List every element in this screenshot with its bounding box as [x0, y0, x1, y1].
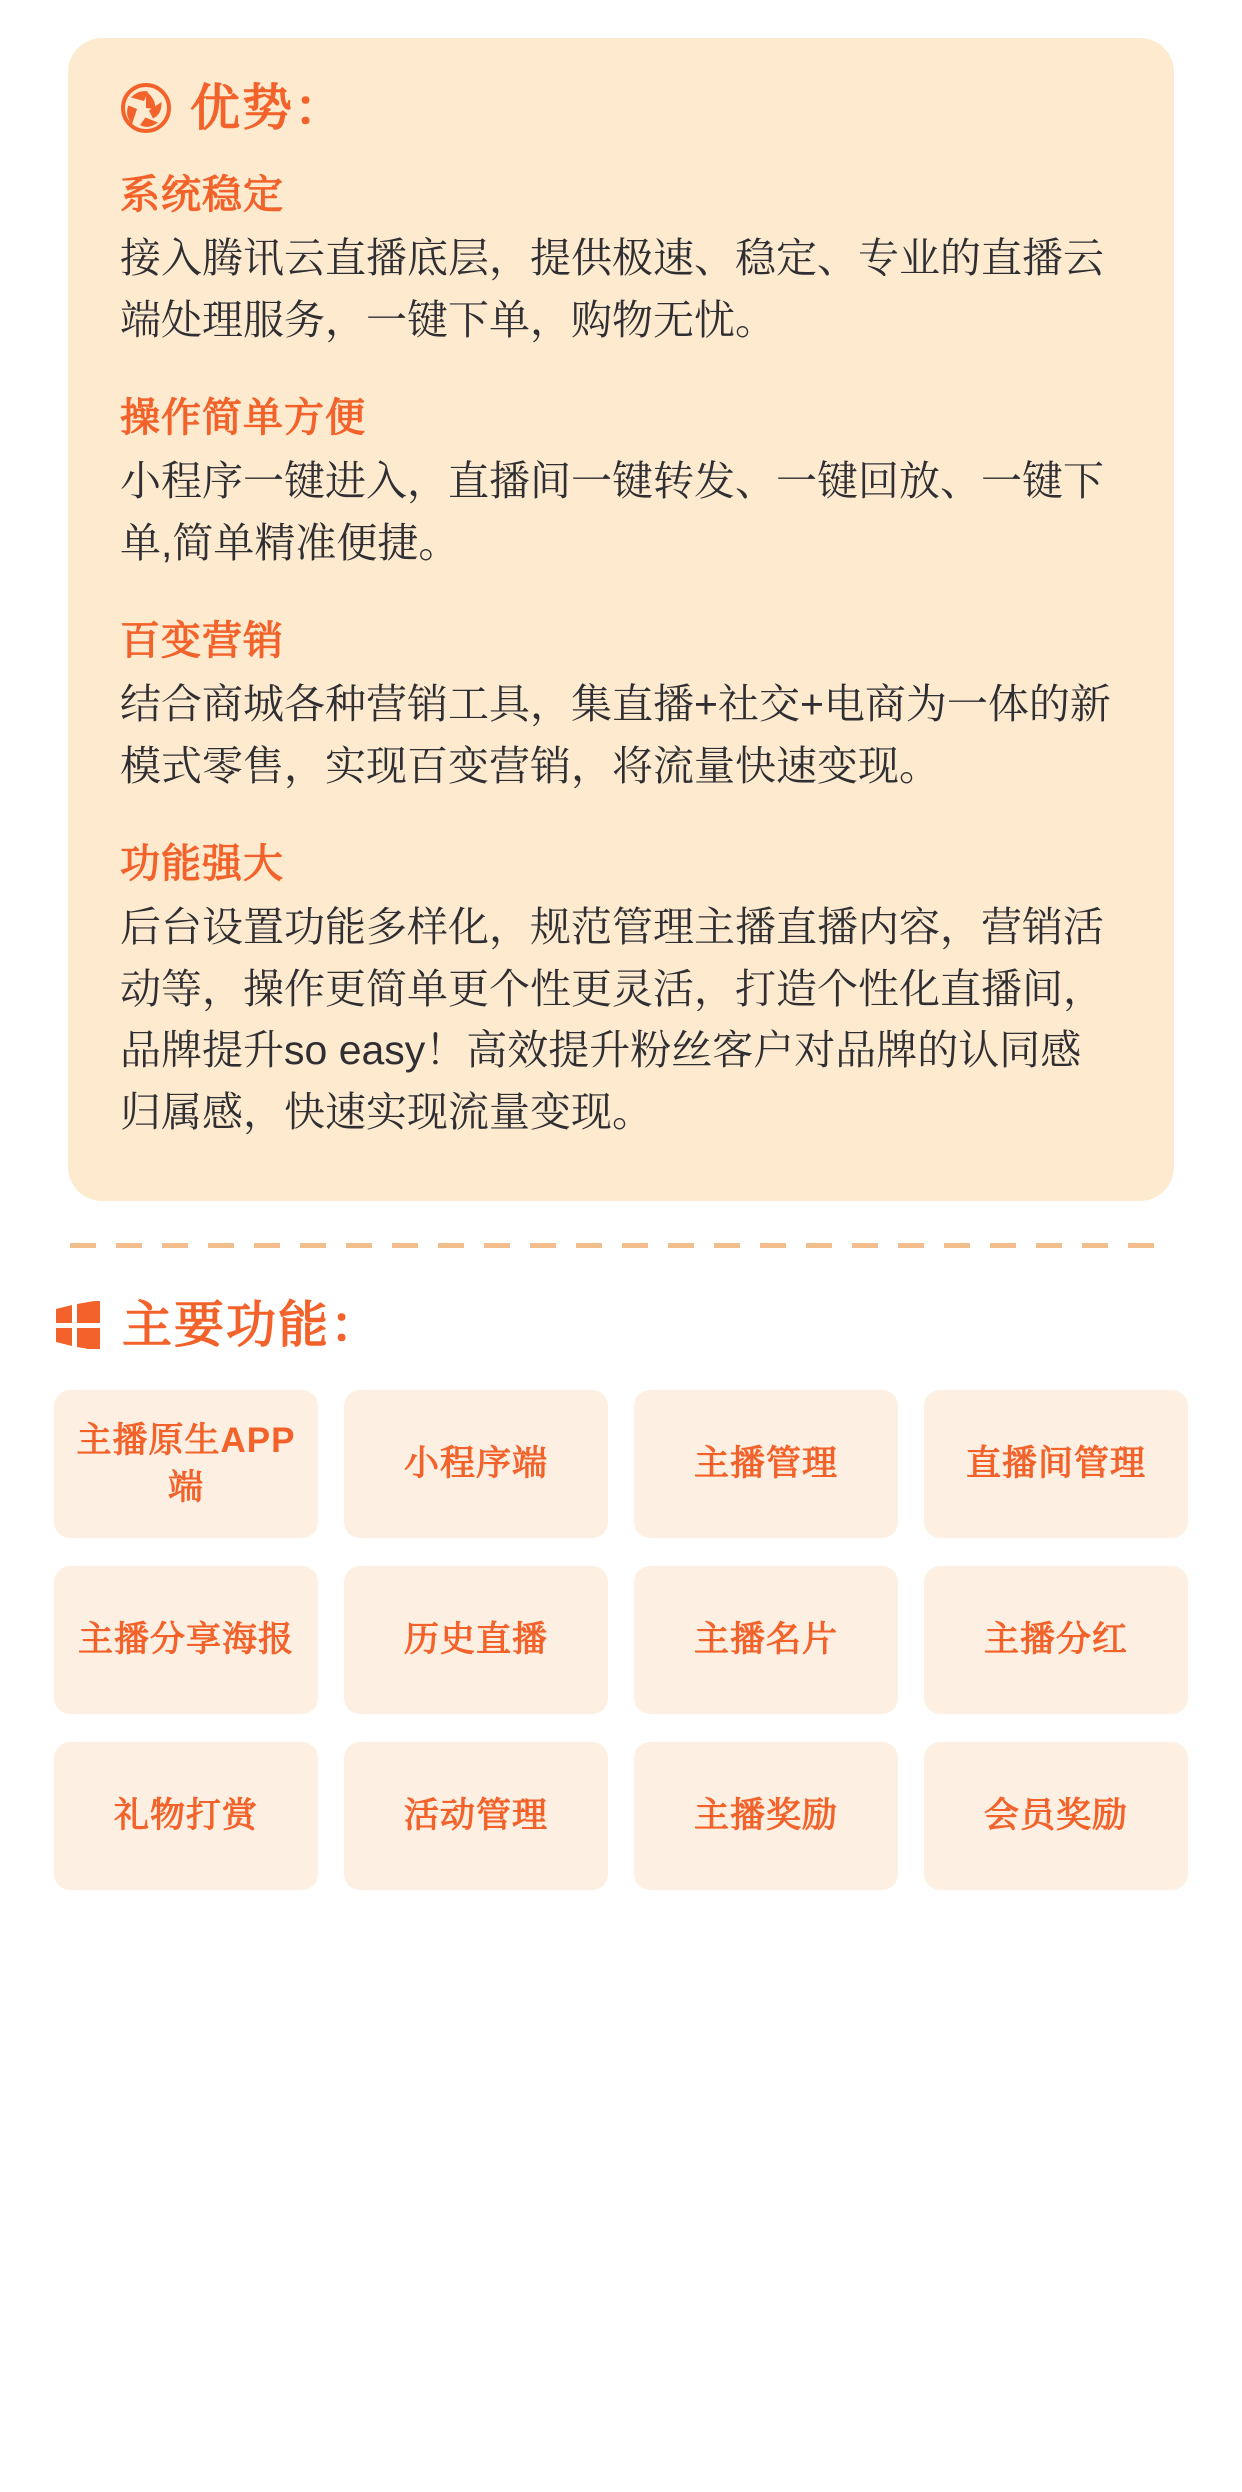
feature-label: 会员奖励: [983, 1796, 1128, 1836]
advantage-section: [120, 168, 1122, 351]
advantage-body: 小程序一键进入，直播间一键转发、一键回放、一键下单,简单精准便捷。: [120, 458, 1104, 566]
feature-label: 活动管理: [403, 1796, 548, 1836]
advantage-subtitle: 功能强大: [120, 842, 284, 886]
feature-label: 主播名片: [693, 1620, 838, 1660]
feature-item[interactable]: [634, 1566, 898, 1714]
advantage-subtitle: 操作简单方便: [120, 396, 366, 440]
feature-item[interactable]: [54, 1390, 318, 1538]
feature-item[interactable]: [344, 1390, 608, 1538]
camera-shutter-icon: [120, 82, 172, 134]
four-squares-icon: [54, 1301, 102, 1349]
feature-label: 主播管理: [693, 1444, 838, 1484]
features-header: [54, 1297, 1174, 1353]
advantage-section: [120, 837, 1122, 1143]
advantage-section: [120, 391, 1122, 574]
feature-item[interactable]: [924, 1742, 1188, 1890]
features-title: 主要功能：: [122, 1297, 382, 1353]
feature-item[interactable]: [634, 1390, 898, 1538]
feature-item[interactable]: [344, 1742, 608, 1890]
dashed-divider: [70, 1243, 1172, 1248]
feature-label: 小程序端: [403, 1444, 548, 1484]
features-section: [68, 1297, 1174, 1890]
advantages-header: [120, 82, 1122, 134]
advantages-title: 优势：: [190, 80, 346, 136]
feature-label: 礼物打赏: [113, 1796, 258, 1836]
advantage-section: [120, 614, 1122, 797]
feature-label: 历史直播: [403, 1620, 548, 1660]
advantage-body: 结合商城各种营销工具，集直播+社交+电商为一体的新模式零售，实现百变营销，将流量快速变现。: [120, 681, 1111, 789]
feature-item[interactable]: [54, 1566, 318, 1714]
feature-label: 直播间管理: [965, 1444, 1146, 1484]
feature-label: 主播奖励: [693, 1796, 838, 1836]
advantage-body: 接入腾讯云直播底层，提供极速、稳定、专业的直播云端处理服务，一键下单，购物无忧。: [120, 235, 1104, 343]
promo-page: [0, 38, 1242, 2492]
advantage-body: 后台设置功能多样化，规范管理主播直播内容，营销活动等，操作更简单更个性更灵活，打造个性化直播间，品牌提升so easy！高效提升粉丝客户对品牌的认同感归属感，快速实现流量变现。: [120, 904, 1104, 1135]
feature-item[interactable]: [924, 1566, 1188, 1714]
advantages-card: [68, 38, 1174, 1201]
feature-item[interactable]: [54, 1742, 318, 1890]
advantage-subtitle: 百变营销: [120, 619, 284, 663]
feature-item[interactable]: [344, 1566, 608, 1714]
features-grid: [54, 1390, 1188, 1890]
feature-item[interactable]: [634, 1742, 898, 1890]
feature-label: 主播原生APP端: [76, 1420, 296, 1507]
feature-label: 主播分享海报: [77, 1620, 294, 1660]
feature-item[interactable]: [924, 1390, 1188, 1538]
feature-label: 主播分红: [983, 1620, 1128, 1660]
advantage-subtitle: 系统稳定: [120, 173, 284, 217]
